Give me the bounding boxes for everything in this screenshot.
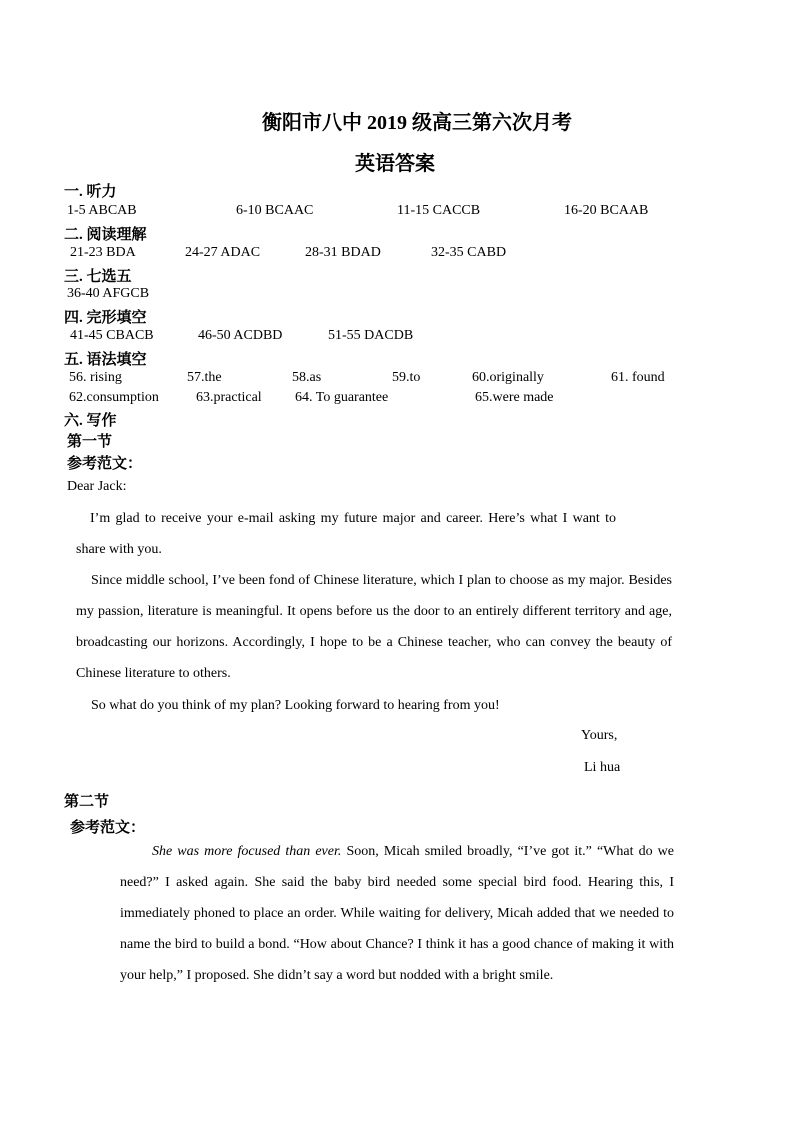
answer-24-27: 24-27 ADAC: [185, 245, 261, 260]
page-title: 衡阳市八中 2019 级高三第六次月考: [262, 112, 572, 134]
writing-part2-heading: 第二节: [64, 794, 110, 810]
letter-salutation: Dear Jack:: [67, 479, 127, 494]
answer-56: 56. rising: [69, 370, 122, 385]
section-writing-heading: 六. 写作: [64, 413, 117, 429]
section-cloze-heading: 四. 完形填空: [64, 310, 147, 326]
answer-41-45: 41-45 CBACB: [70, 328, 154, 343]
answer-36-40: 36-40 AFGCB: [67, 286, 150, 301]
answer-61: 61. found: [611, 370, 665, 385]
answer-11-15: 11-15 CACCB: [397, 203, 481, 218]
letter-signature: Li hua: [584, 760, 621, 775]
section-seven-five-heading: 三. 七选五: [64, 269, 132, 285]
answer-62: 62.consumption: [69, 390, 159, 405]
letter-paragraph-1: I’m glad to receive your e-mail asking my future major and career. Here’s what I want to share with you.: [76, 511, 616, 557]
letter-closing: Yours,: [581, 728, 618, 743]
answer-6-10: 6-10 BCAAC: [236, 203, 314, 218]
section-grammar-heading: 五. 语法填空: [64, 352, 147, 368]
answer-28-31: 28-31 BDAD: [305, 245, 381, 260]
letter-paragraph-3: So what do you think of my plan? Looking forward to hearing from you!: [91, 698, 500, 713]
answer-1-5: 1-5 ABCAB: [67, 203, 137, 218]
letter-paragraph-2: Since middle school, I’ve been fond of Chinese literature, which I plan to choose as my major. Besides my passion, literature is meaningful. It opens before us the door to an entirely different territory and age, broadcasting our horizons. Accordingly, I hope to be a Chinese teacher, who can convey the beauty of Chinese literature to others.: [76, 573, 672, 681]
answer-59: 59.to: [392, 370, 421, 385]
answer-60: 60.originally: [472, 370, 544, 385]
answer-21-23: 21-23 BDA: [70, 245, 136, 260]
story-paragraph: [120, 836, 674, 991]
section-listening-heading: 一. 听力: [64, 184, 117, 200]
answer-51-55: 51-55 DACDB: [328, 328, 414, 343]
story-body: Soon, Micah smiled broadly, “I’ve got it.” “What do we need?” I asked again. She said the baby bird needed some special bird food. Hearing this, I immediately phoned to place an order. While waiting for delivery, Micah added that we needed to name the bird to build a bond. “How about Chance? I think it has a good chance of making it with your help,” I proposed. She didn’t say a word but nodded with a bright smile.: [120, 844, 674, 983]
writing-part1-sample-label: 参考范文：: [67, 456, 143, 472]
section-reading-heading: 二. 阅读理解: [64, 227, 147, 243]
answer-46-50: 46-50 ACDBD: [198, 328, 283, 343]
writing-part1-heading: 第一节: [67, 434, 113, 450]
writing-part2-sample-label: 参考范文：: [70, 820, 146, 836]
page-subtitle: 英语答案: [355, 153, 435, 175]
answer-63: 63.practical: [196, 390, 262, 405]
answer-16-20: 16-20 BCAAB: [564, 203, 649, 218]
answer-57: 57.the: [187, 370, 222, 385]
answer-64: 64. To guarantee: [295, 390, 389, 405]
answer-32-35: 32-35 CABD: [431, 245, 507, 260]
story-lead-sentence: She was more focused than ever.: [152, 844, 342, 859]
answer-58: 58.as: [292, 370, 322, 385]
answer-65: 65.were made: [475, 390, 554, 405]
